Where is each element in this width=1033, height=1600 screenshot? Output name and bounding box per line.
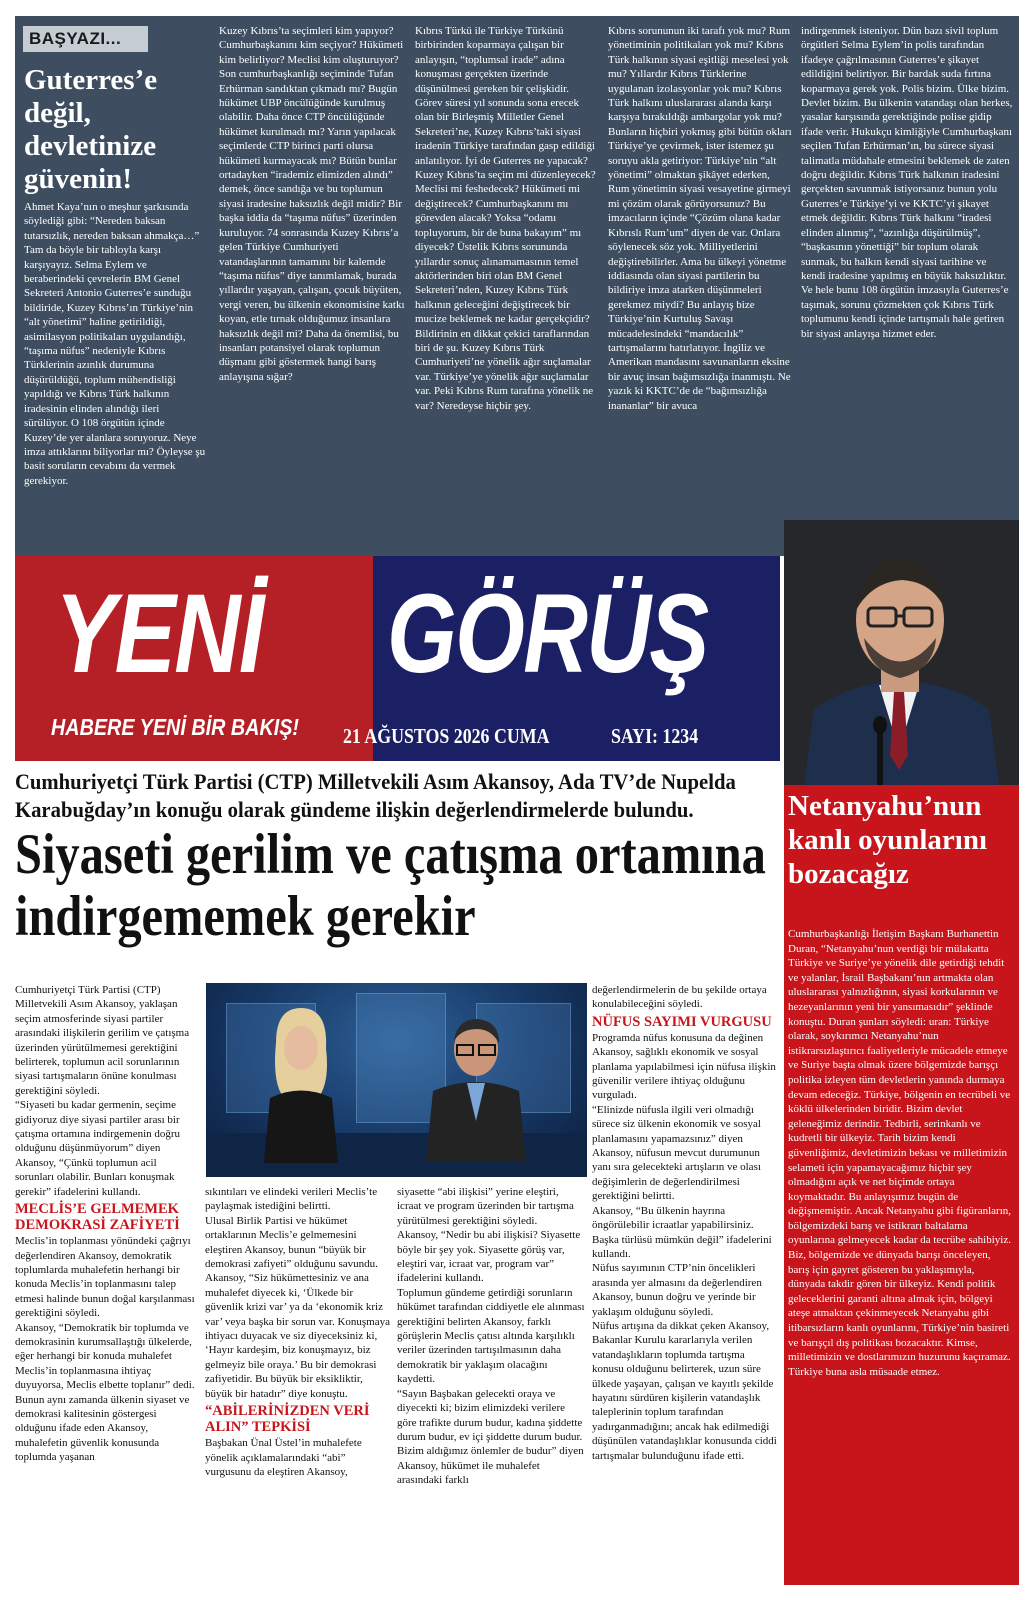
logo-gorus: GÖRÜŞ <box>387 571 708 696</box>
masthead <box>15 556 780 761</box>
paragraph: Ulusal Birlik Partisi ve hükümet ortaklarının Meclis’e gelmemesini eleştiren Akansoy, bunun “büyük bir demokrasi zafiyeti” olduğunu savundu. <box>205 1214 378 1271</box>
paragraph: Akansoy, “Demokratik bir toplumda ve demokrasinin kurumsallaştığı ülkelerde, eğer herhangi bir konuda muhalefet Meclis’in toplanmasına ihtiyaç duyuyorsa, Meclis elbette toplanır” dedi. <box>15 1321 195 1392</box>
paragraph: “Elinizde nüfusla ilgili veri olmadığı sürece siz ülkenin ekonomik ve sosyal planlamasını yapamazsınız” diyen Akansoy, nüfusun mevcut durumunun yanı sıra gelecekteki artışların ve olası değişimlerin de değerlendirilmesi gerektiğini belirtti. <box>592 1103 761 1203</box>
main-headline: Siyaseti gerilim ve çatışma ortamına indirgememek gerekir <box>15 823 766 948</box>
main-story-column-2 <box>205 1185 390 1595</box>
paragraph: değerlendirmelerin de bu şekilde ortaya konulabileceğini söyledi. <box>592 984 767 1011</box>
editorial-column-5: indirgenmek isteniyor. Dün bazı sivil toplum örgütleri Selma Eylem’in polis tarafından ifadeye çağrılmasının Guterres’e şikayet edildiğini belirtiyor. Bir bardak suda fırtına koparmaya gerek yok. Polis bizim. Ülke bizim. Devlet bizim. Bu ülkenin vatandaşı olan herkes, yasalar karşısında gerektiğinde polise gidip ifade verir. Hukukçu kimliğiyle Cumhurbaşkanı seçilen Tufan Erhürman’ın, bu sürece siyasi talimatla müdahale etmesini beklemek de zaten doğru değildir. Kıbrıs Türk halkının iradesini gerçekten savunmak istiyorsanız bunun yolu Guterres’e Türkiye’yi ve KKTC’yi şikayet etmek değildir. Kıbrıs Türk halkını “iradesi elinden alınmış”, “azınlığa düşürülmüş”, “başkasının yönettiği” bir toplum olarak sunmak, bu halkın kendi siyasi tarihine ve kendi iradesine yapılmış en büyük haksızlıktır. Ve hele bunu 108 örgütün imzasıyla Guterres’e taşımak, sorunu çözmekten çok Kıbrıs Türk toplumunu kendi içinde tartışmalı hale getiren bir siyasi anlayışa hizmet eder. <box>801 25 1013 340</box>
side-story-body: Cumhurbaşkanlığı İletişim Başkanı Burhanettin Duran, “Netanyahu’nun verdiği bir mülakatta Türkiye ve Suriye’ye yönelik dile getirdiği tehdit ve yalanlar, İsrail Başbakanı’nın artmakta olan uluslararası yalnızlığının, siyasi korkularının ve hezeyanlarının yeni bir yansımasıdır” şeklinde konuştu. Duran şunları söyledi: uran: Türkiye olarak, soykırımcı Netanyahu’nun istikrarsızlaştırıcı faaliyetleriyle mücadele etmeye ve Suriye başta olmak üzere bölgemizde barışçı politika izleyen tüm devletlerin yanında durmaya devam edeceğiz. Türkiye, bölgenin en tecrübeli ve köklü ülkelerinden biridir. Bizim devlet geleneğimiz derindir. Tedbirli, serinkanlı ve kudretli bir ülkeyiz. Tarih bizim kendi güvenliğimiz, devletimizin bekası ve milletimizin selameti için yapamayacağımız hiçbir şey olmadığını açık ve net biçimde ortaya koymaktadır. Bu anlayışımız bugün de değişmemiştir. Ancak Netanyahu gibi figüranların, bölgemizdeki barış ve istikrarı baltalama oyunlarına gelmeyecek kadar da tecrübe sahibiyiz. Biz, bölgemizde ve dünyada barışı önceleyen, barış için gayret gösteren bu yaklaşımıyla, dünyada takdir gören bir ülkeyiz. Kendi politik geleceklerini garanti altına almak için, bölgeyi ateşe atmaktan çekinmeyecek Netanyahu gibi itibarsızların kanlı oyunlarını, Türkiye’nin basireti ve barışçıl dış politikası bozacaktır. Kimse, milletimizin ve dostlarımızın huzurunu kaçıramaz. Türkiye buna asla müsaade etmez. <box>788 928 1012 1378</box>
paragraph: siyasette “abi ilişkisi” yerine eleştiri, icraat ve program üzerinden bir tartışma yürütülmesi gerektiğini söyledi. <box>397 1186 574 1227</box>
paragraph: Başbakan Ünal Üstel’in muhalefete yönelik açıklamalarındaki “abi” vurgusunu da eleştiren Akansoy, <box>205 1437 362 1478</box>
paragraph: Nüfus artışına da dikkat çeken Akansoy, Bakanlar Kurulu kararlarıyla verilen vatandaşlıkların toplumda tartışma konusu olduğunu belirterek, uzun süre ülkede yaşayan, çalışan ve kayıtlı şekilde hayatını sürdüren kişilerin vatandaşlık taleplerinin toplum tarafından yadırganmadığını; ancak hak edilmediği düşünülen vatandaşlıklar konusunda ciddi tartışmalar bulunduğunu ifade etti. <box>592 1319 777 1462</box>
paragraph: Nüfus sayımının CTP’nin öncelikleri arasında yer almasını da değerlendiren Akansoy, bunun doğru ve yerinde bir yaklaşım olduğunu söyledi. <box>592 1262 762 1318</box>
slogan: HABERE YENİ BİR BAKIŞ! <box>51 714 300 740</box>
paragraph: Toplumun gündeme getirdiği sorunların hükümet tarafından ciddiyetle ele alınması gerektiğini belirten Akansoy, farklı görüşlerin Meclis çatısı altında karşılıklı veriler üzerinden tartışılmasının daha demokratik bir yaklaşım olacağını kaydetti. <box>397 1286 585 1386</box>
editorial-column-2: Kuzey Kıbrıs’ta seçimleri kim yapıyor? Cumhurbaşkanını kim seçiyor? Hükümeti kim belirliyor? Meclisi kim oluşturuyor? Son cumhurbaşkanlığı seçiminde Tufan Erhürman sandıktan çıkmadı mı? Bugün hükümet UBP öncülüğünde kurulmuş olabilir. Daha önce CTP öncülüğünde hükümet kurulmadı mı? Yarın yapılacak seçimlerde CTP birinci parti olursa hükümeti kurmayacak mı? Bütün bunlar ortadayken “irademiz elimizden alındı” demek, önce sandığa ve bu toplumun siyasi iradesine haksızlık değil midir? Bir başka iddia da “taşıma nüfus” üzerinden kuruluyor. 74 sonrasında Kuzey Kıbrıs’a gelen Türkiye Cumhuriyeti vatandaşlarının tamamını bir kalemde “taşıma nüfus” diye tanımlamak, burada yıllardır yaşayan, çalışan, çocuk büyüten, vergi veren, bu ülkenin ekonomisine katkı koyan, etle tırnak olduğumuz insanlara haksızlık değil mi? Daha da önemlisi, bu insanları potansiyel olarak toplumun düşmanı gibi göstermek hangi barış anlayışına sığar? <box>219 25 405 383</box>
tv-studio-photo <box>206 983 587 1177</box>
editorial-section <box>15 16 1019 556</box>
paragraph: “Siyaseti bu kadar germenin, seçime gidiyoruz diye siyasi partiler arası bir çatışma ortamına indirgemenin doğru olduğunu düşünmüyorum” diyen Akansoy, “Çünkü toplumun acil sorunları olabilir. Bunları konuşmak gerekir” ifadelerini kullandı. <box>15 1099 181 1198</box>
issue-date: 21 AĞUSTOS 2026 CUMA <box>343 724 550 748</box>
paragraph: Bunun aynı zamanda ülkenin siyaset ve demokrasi kalitesinin göstergesi olduğunu ifade eden Akansoy, muhalefetin güvenlik konusunda toplumda yaşanan <box>15 1393 190 1464</box>
host-figure <box>256 1003 346 1163</box>
editorial-column-1: Ahmet Kaya’nın o meşhur şarkısında söylediği gibi: “Nereden baksan tutarsızlık, nereden baksan ahmakça…” Tam da böyle bir tabloyla karşı karşıyayız. Selma Eylem ve beraberindeki çevrelerin BM Genel Sekreteri Antonio Guterres’e sunduğu bildiride, Kuzey Kıbrıs’ın Türkiye’nin “alt yönetimi” haline getirildiği, asimilasyon politikaları uygulandığı, “taşıma nüfus” nedeniyle Kıbrıs Türklerinin azınlık durumuna düşürüldüğü, toplum mühendisliği yapıldığı ve Kıbrıs Türk halkının iradesinin elinden alındığı ileri sürülüyor. O 108 örgütün içinde Kuzey’de yer alanlara soruyoruz. Neye imza attıklarını biliyorlar mı? Öyleyse şu basit soruların cevabını da vermek gerekiyor. <box>24 201 206 487</box>
subheading-abi: “ABİLERİNİZDEN VERİ ALIN” TEPKİSİ <box>205 1403 370 1436</box>
paragraph: Akansoy, “Nedir bu abi ilişkisi? Siyasette böyle bir şey yok. Siyasette görüş var, eleştiri var, icraat var, program var” ifadelerini kullandı. <box>397 1229 581 1285</box>
main-story-deck: Cumhuriyetçi Türk Partisi (CTP) Milletvekili Asım Akansoy, Ada TV’de Nupelda Karabuğday’ın konuğu olarak gündeme ilişkin değerlendirmelerde bulundu. <box>15 769 736 822</box>
main-story-column-1 <box>15 983 198 1593</box>
portrait-image <box>784 520 1019 785</box>
paragraph: “Sayın Başbakan gelecekti oraya ve diyecekti ki; bizim elimizdeki verilere göre trafikte durum budur, kadına şiddette durum budur, ev içi şiddette durum budur. Bizim aldığımız önlemler de budur” diyen Akansoy, hükümet ile muhalefet arasındaki farklı <box>397 1387 584 1487</box>
editorial-title: Guterres’e değil, devletinize güvenin! <box>24 64 158 195</box>
paragraph: sıkıntıları ve elindeki verileri Meclis’te paylaşmak istediğini belirtti. <box>205 1186 378 1213</box>
speaker-portrait <box>784 520 1019 785</box>
guest-figure <box>421 1011 531 1161</box>
paragraph: Programda nüfus konusuna da değinen Akansoy, sağlıklı ekonomik ve sosyal planlama yapılabilmesi için nüfusa ilişkin güvenilir verilere ihtiyaç olduğunu vurguladı. <box>592 1031 776 1102</box>
issue-number: SAYI: 1234 <box>611 724 699 748</box>
paragraph: Akansoy, “Siz hükümettesiniz ve ana muhalefet diyecek ki, ‘Ülkede bir güvenlik krizi var’ ya da ‘ekonomik kriz var’ veya başka bir sorun var. Konuşmaya ihtiyacı duyacak ve siz diyeceksiniz ki, ‘Hayır kardeşim, biz konuşmayız, biz gelmeyiz bile oraya.’ Bu bir demokrasi zafiyetidir. Bu büyük bir eksikliktir, büyük bir hatadır” diye konuştu. <box>205 1272 390 1400</box>
editorial-column-4: Kıbrıs sorununun iki tarafı yok mu? Rum yönetiminin politikaları yok mu? Kıbrıs Türk halkının siyasi eşitliği meselesi yok mu? Yıllardır Kıbrıs Türklerine uygulanan izolasyonlar yok mu? Kıbrıs Türk halkını uluslararası alanda karşı karşıya bırakıldığı ambargolar yok mu? Bunların hiçbiri yokmuş gibi bütün okları Türkiye’ye çevirmek, ister istemez şu soruyu akla getiriyor: Türkiye’nin “alt yönetimi” olmaktan şikâyet ederken, Rum yönetimin siyasi vesayetine girmeyi mi çözüm olarak görüyorsunuz? Bu imzacıların içinde “Çözüm olana kadar Kıbrıslı Rum’um” diyen de var. Onlara söylenecek söz yok. Milliyetlerini değiştirebilirler. Ama bu ülkeyi yönetme iddiasında olan siyasi partilerin bu bildiriye imza atarken düşünmeleri gerekmez miydi? Bu anlayış bize Türkiye’nin Kurtuluş Savaşı mücadelesindeki “mandacılık” tartışmalarını hatırlatıyor. İngiliz ve Amerikan mandasını savunanların eksine bir avuç insan bağımsızlığa inanmıştı. Ne yazık ki KKTC’de de “bağımsızlığa inananlar” bir avuca <box>608 25 792 412</box>
paragraph: Meclis’in toplanması yönündeki çağrıyı değerlendiren Akansoy, demokratik toplumlarda muhalefetin herhangi bir konuda Meclis’in toplanmasını talep etmesi halinde bunun doğal karşılanması gerektiğini söyledi. <box>15 1235 195 1320</box>
paragraph: Cumhuriyetçi Türk Partisi (CTP) Milletvekili Asım Akansoy, yaklaşan seçim atmosferinde siyasi partiler arasındaki ilişkilerin gerilim ve çatışma üzerinden yürütülmemesi gerektiğini belirterek, toplumun acil sorunlarının siyasi tartışmaların önüne konulması gerektiğini söyledi. <box>15 984 190 1097</box>
paragraph: Akansoy, “Bu ülkenin hayrına öngörülebilir icraatlar yapabilirsiniz. Başka türlüsü mümkün değil” ifadelerini kullandı. <box>592 1204 772 1260</box>
subheading-meclis: MECLİS’E GELMEMEK DEMOKRASİ ZAFİYETİ <box>15 1201 180 1234</box>
side-story-title: Netanyahu’nun kanlı oyunlarını bozacağız <box>788 790 988 890</box>
editorial-column-3: Kıbrıs Türkü ile Türkiye Türkünü birbirinden koparmaya çalışan bir anlayışın, “toplumsal irade” adına konuşması gerçekten üzerinde düşünülmesi gereken bir çelişkidir. Görev süresi yıl sonunda sona erecek olan bir Birleşmiş Milletler Genel Sekreteri’ne, Kuzey Kıbrıs’taki siyasi iradenin Türkiye tarafından gasp edildiği anlatılıyor. İyi de Guterres ne yapacak? Kuzey Kıbrıs’ta seçim mi düzenleyecek? Meclisi mi feshedecek? Hükümeti mi değiştirecek? Cumhurbaşkanını mı görevden alacak? Yoksa “odamı topluyorum, bir de buna bakayım” mı diyecek? Üstelik Kıbrıs sorununda yıllardır sonuç alınamamasının temel aktörlerinden biri olan BM Genel Sekreteri’nden, Kuzey Kıbrıs Türk halkının geleceğini değiştirecek bir mucize beklemek ne kadar gerçekçidir? Bildirinin en dikkat çekici taraflarından biri de şu. Kuzey Kıbrıs Türk Cumhuriyeti’ne yönelik ağır suçlamalar var. Türkiye’ye yönelik ağır suçlamalar var. Peki Kıbrıs Rum tarafına yönelik ne var? Neredeyse hiçbir şey. <box>415 25 596 412</box>
main-story-column-4 <box>592 983 778 1593</box>
logo-yeni: YENİ <box>55 571 263 696</box>
editorial-label: BAŞYAZI... <box>23 26 148 52</box>
side-story <box>784 785 1019 1585</box>
main-story-column-3 <box>397 1185 585 1595</box>
subheading-nufus: NÜFUS SAYIMI VURGUSU <box>592 1013 772 1030</box>
